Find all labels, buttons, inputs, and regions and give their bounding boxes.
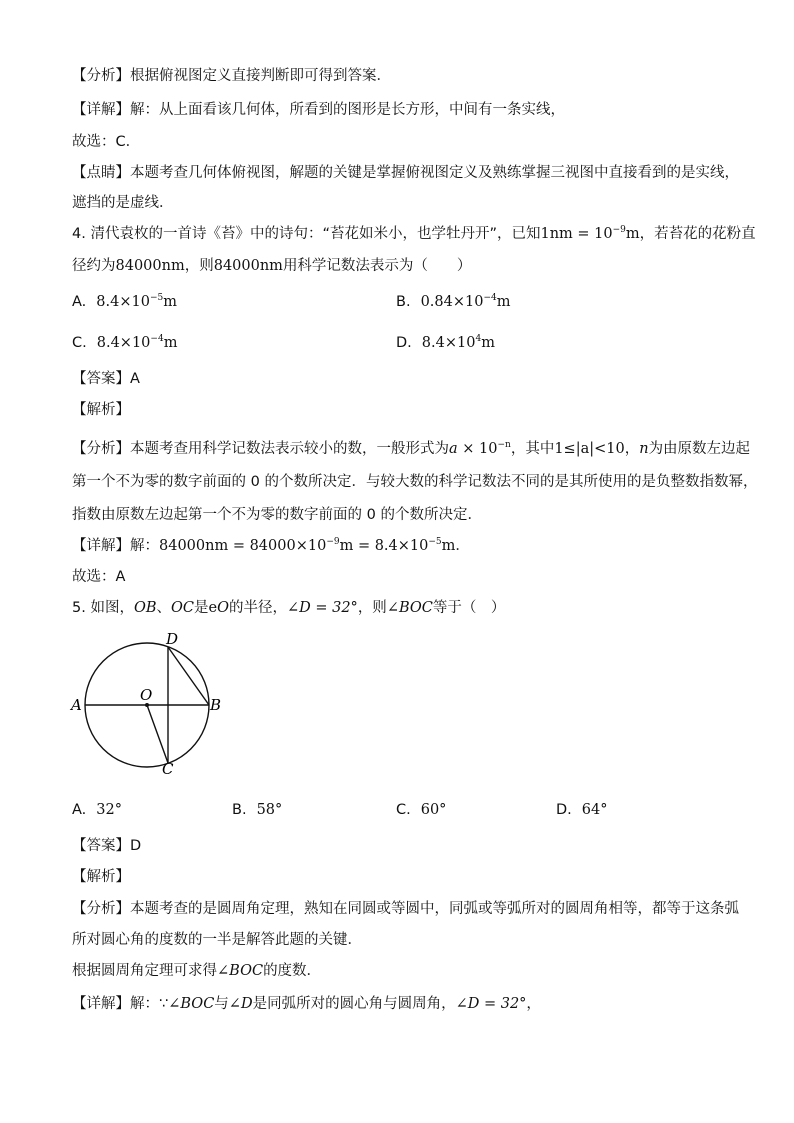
q4-option-c: C. $8.4\times 10^{-4}m$	[72, 334, 178, 351]
q4-detail: 【详解】解：$84000nm = 84000\times 10^{-9}m = 8.4\times 10^{-5}m$．	[72, 537, 470, 554]
q4-answer: 【答案】A	[72, 371, 140, 387]
label-c: C	[162, 760, 174, 778]
circle-diagram	[68, 630, 228, 780]
label-b: B	[210, 696, 222, 714]
q4-option-b: B. $0.84\times 10^{-4}m$	[396, 293, 511, 310]
label-d: D	[166, 630, 179, 648]
q3-comment-cont: 遮挡的是虚线．	[72, 195, 174, 211]
q5-option-b: B. 58°	[232, 802, 283, 818]
q5-answer: 【答案】D	[72, 838, 142, 854]
q4-analysis-line1: 【分析】本题考查用科学记数法表示较小的数，一般形式为$a \times 10^{-n}$，其中1≤|a|<10，n为由原数左边起	[72, 440, 751, 457]
q5-option-c: C. 60°	[396, 802, 447, 818]
q3-detail: 【详解】解：从上面看该几何体，所看到的图形是长方形，中间有一条实线，	[72, 102, 565, 118]
answer-tag: 【答案】	[72, 371, 130, 387]
q5-analysis-line2: 所对圆心角的度数的一半是解答此题的关键．	[72, 932, 362, 948]
q5-solution-tag: 【解析】	[72, 869, 130, 885]
q4-option-d: D. $8.4\times 10^4m$	[396, 334, 495, 351]
radius-oc	[147, 705, 168, 763]
q4-solution-tag: 【解析】	[72, 402, 130, 418]
label-o: O	[140, 686, 153, 704]
analysis-tag: 【分析】	[72, 68, 130, 84]
detail-tag: 【详解】	[72, 102, 130, 118]
chord-db	[168, 647, 209, 705]
q5-option-d: D. 64°	[556, 802, 608, 818]
q3-analysis: 【分析】根据俯视图定义直接判断即可得到答案．	[72, 68, 391, 84]
q4-analysis-line3: 指数由原数左边起第一个不为零的数字前面的 0 的个数所决定．	[72, 507, 482, 523]
q3-choice: 故选：C．	[72, 134, 141, 150]
q5-stem: 5. 如图，OB、OC是eO的半径，∠D = 32°，则∠BOC等于（ ）	[72, 600, 506, 616]
known-relation: $1nm = 10^{-9}m$	[540, 225, 640, 242]
q5-reason: 根据圆周角定理可求得∠BOC的度数．	[72, 963, 322, 979]
label-a: A	[71, 696, 82, 714]
q5-analysis-line1: 【分析】本题考查的是圆周角定理，熟知在同圆或等圆中，同弧或等弧所对的圆周角相等，都等于这条弧	[72, 901, 739, 917]
q3-comment: 【点睛】本题考查几何体俯视图，解题的关键是掌握俯视图定义及熟练掌握三视图中直接看到的是实线，	[72, 165, 739, 181]
q5-option-a: A. 32°	[72, 802, 122, 818]
q4-choice: 故选：A	[72, 569, 126, 585]
q5-detail: 【详解】解：∵∠BOC与∠D是同弧所对的圆心角与圆周角，∠D = 32°，	[72, 996, 541, 1012]
comment-tag: 【点睛】	[72, 165, 130, 181]
q4-stem-line1: 4. 清代袁枚的一首诗《苔》中的诗句：“苔花如米小，也学牡丹开”，已知$1nm = 10^{-9}m$，若苔花的花粉直	[72, 225, 756, 242]
q4-stem-line2: 径约为84000nm，则84000nm用科学记数法表示为（ ）	[72, 258, 472, 274]
q4-analysis-line2: 第一个不为零的数字前面的 0 的个数所决定．与较大数的科学记数法不同的是其所使用的是负整数指数幂，	[72, 474, 758, 490]
q4-option-a: A. $8.4\times 10^{-5}m$	[72, 293, 177, 310]
